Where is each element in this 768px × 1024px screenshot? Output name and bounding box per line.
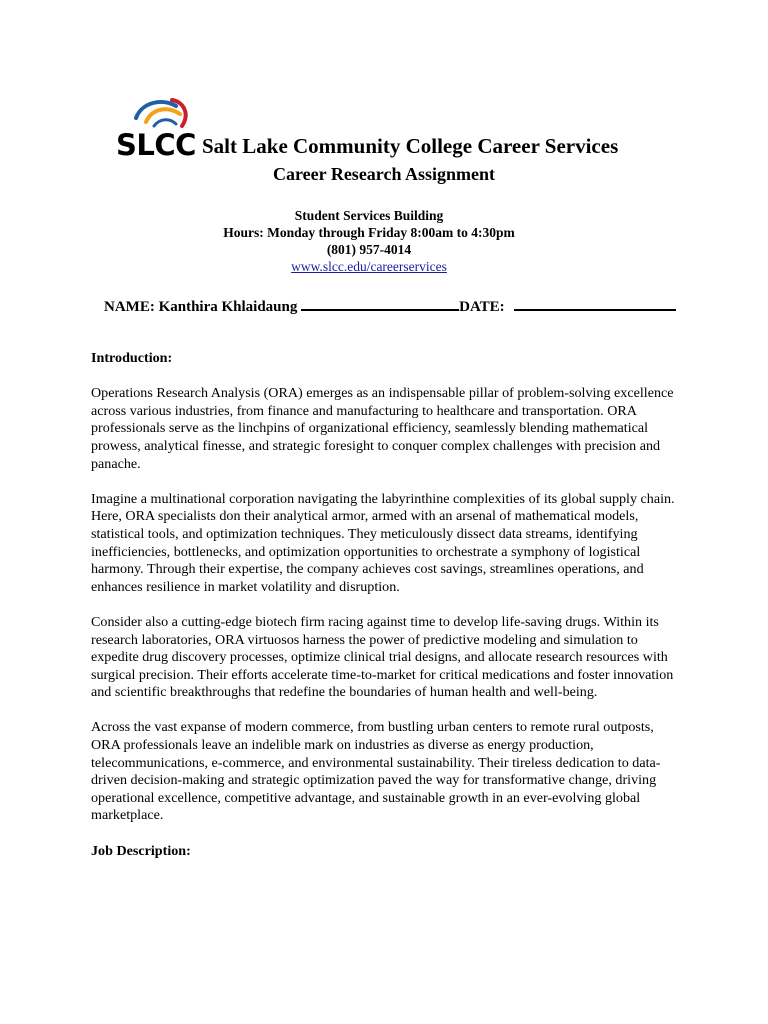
name-blank-line xyxy=(301,294,459,311)
name-date-row xyxy=(104,294,684,314)
introduction-heading: Introduction: xyxy=(91,350,173,366)
document-body xyxy=(91,350,681,878)
date-label: DATE: xyxy=(459,299,505,315)
assignment-title: Career Research Assignment xyxy=(273,164,495,184)
phone-number: (801) 957-4014 xyxy=(326,242,412,257)
name-label: NAME: Kanthira Khlaidaung xyxy=(104,299,298,315)
office-hours: Hours: Monday through Friday 8:00am to 4:30pm xyxy=(223,225,515,240)
paragraph: Across the vast expanse of modern commerce, from bustling urban centers to remote rural outposts, ORA professionals leave an indelible mark on industries as diverse as energy production, telecommunications, e-commerce, and environmental sustainability. Their tireless dedication to data-driven decision-making and strategic optimization paved the way for transformative change, driving operational excellence, competitive advantage, and sustainable growth in an ever-evolving global marketplace. xyxy=(91,719,661,824)
date-blank-line xyxy=(514,294,676,311)
building-name: Student Services Building xyxy=(294,208,444,223)
header-row xyxy=(116,126,676,166)
paragraph: Consider also a cutting-edge biotech firm racing against time to develop life-saving drugs. Within its research laboratories, ORA virtuosos harness the power of predictive modeling and simulation to expedite drug discovery processes, optimize clinical trial designs, and allocate research resources with surgical precision. Their efforts accelerate time-to-market for critical medications and foster innovation and scientific breakthroughs that redefine the boundaries of human health and well-being. xyxy=(91,613,674,701)
website-link[interactable]: www.slcc.edu/careerservices xyxy=(291,259,447,274)
slcc-logo-swoosh-icon xyxy=(132,96,192,130)
job-description-heading: Job Description: xyxy=(91,842,191,859)
slcc-logo-text: SLCC xyxy=(116,128,196,162)
college-title: Salt Lake Community College Career Services xyxy=(202,134,619,158)
contact-info xyxy=(0,207,738,275)
paragraph: Operations Research Analysis (ORA) emerges as an indispensable pillar of problem-solving excellence across various industries, from finance and manufacturing to healthcare and transportation. ORA professionals serve as the linchpins of organizational efficiency, seamlessly blending mathematical prowess, analytical finesse, and strategic foresight to conquer complex challenges with precision and panache. xyxy=(91,385,674,472)
paragraph: Imagine a multinational corporation navigating the labyrinthine complexities of its global supply chain. Here, ORA specialists don their analytical armor, armed with an arsenal of mathematical models, statistical tools, and optimization techniques. They meticulously dissect data streams, identifying inefficiencies, bottlenecks, and optimization opportunities to orchestrate a symphony of logistical harmony. Through their expertise, the company achieves cost savings, streamlines operations, and enhances resilience in market volatility and disruption. xyxy=(91,490,675,595)
